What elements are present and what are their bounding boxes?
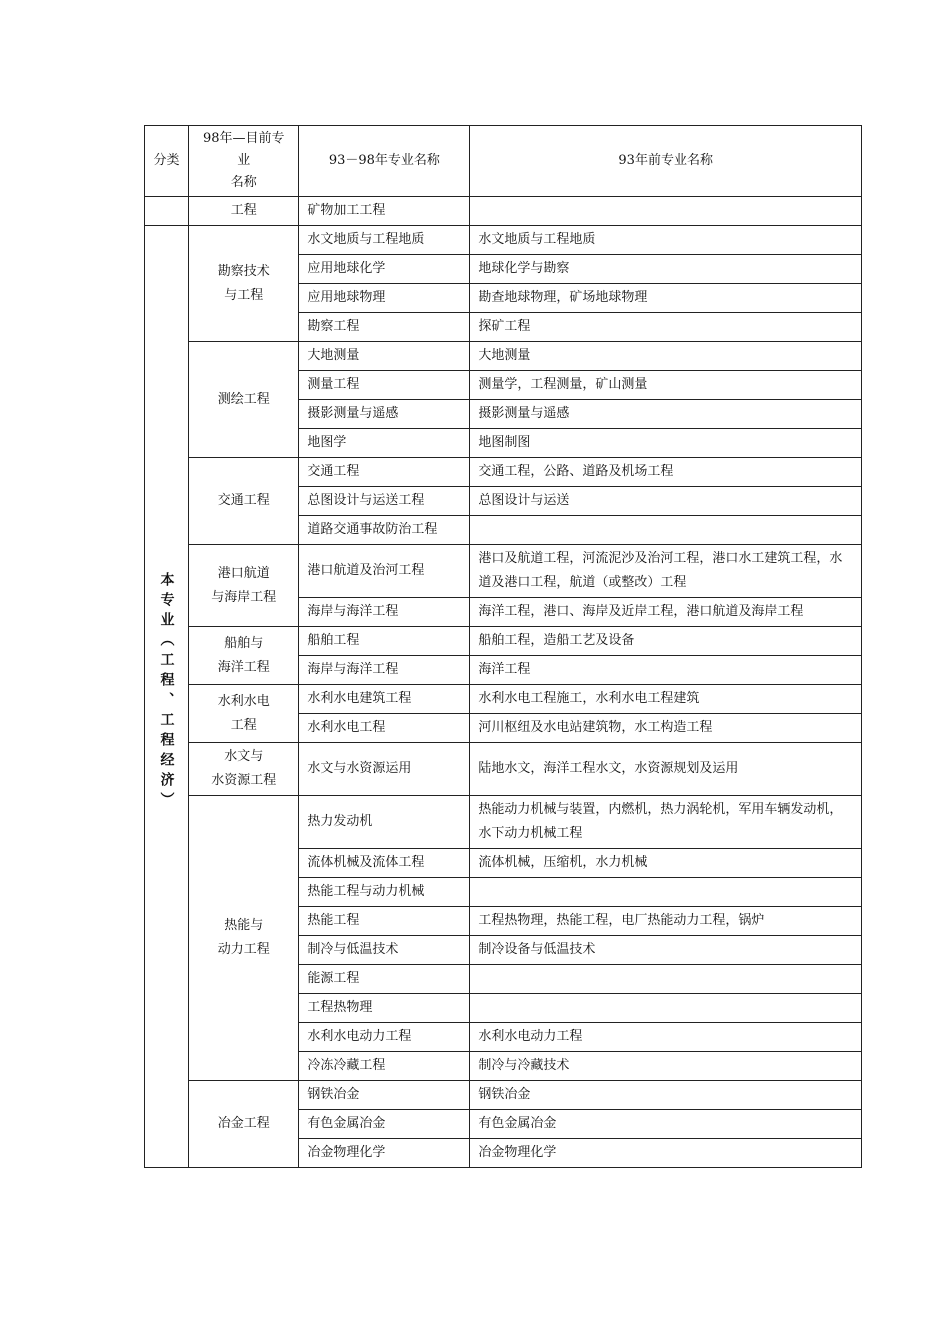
header-current-major: 98年—目前专业 名称: [189, 126, 299, 197]
name-9398-cell: 海岸与海洋工程: [299, 598, 470, 627]
table-row: [145, 545, 862, 598]
name-9398-cell: 制冷与低温技术: [299, 936, 470, 965]
category-cell: [145, 226, 189, 1168]
name-9398-cell: 流体机械及流体工程: [299, 849, 470, 878]
name-9398-cell: 水文与水资源运用: [299, 743, 470, 796]
name-9398-cell: 矿物加工工程: [299, 197, 470, 226]
name-pre93-cell: 水文地质与工程地质: [470, 226, 862, 255]
major-group-cell: 热能与 动力工程: [189, 796, 299, 1081]
name-pre93-cell: 工程热物理，热能工程，电厂热能动力工程，锅炉: [470, 907, 862, 936]
name-9398-cell: 有色金属冶金: [299, 1110, 470, 1139]
name-9398-cell: 热力发动机: [299, 796, 470, 849]
table-row: [145, 796, 862, 849]
name-pre93-cell: 河川枢纽及水电站建筑物，水工构造工程: [470, 714, 862, 743]
major-group-cell: 勘察技术 与工程: [189, 226, 299, 342]
name-pre93-cell: 制冷设备与低温技术: [470, 936, 862, 965]
name-9398-cell: 热能工程: [299, 907, 470, 936]
name-pre93-cell: 陆地水文，海洋工程水文，水资源规划及运用: [470, 743, 862, 796]
major-group-cell: 水文与 水资源工程: [189, 743, 299, 796]
name-pre93-cell: 大地测量: [470, 342, 862, 371]
name-9398-cell: 工程热物理: [299, 994, 470, 1023]
major-group-cell: 冶金工程: [189, 1081, 299, 1168]
name-9398-cell: 交通工程: [299, 458, 470, 487]
name-9398-cell: 水利水电建筑工程: [299, 685, 470, 714]
table-row: [145, 342, 862, 371]
name-9398-cell: 能源工程: [299, 965, 470, 994]
header-major-pre-93: 93年前专业名称: [470, 126, 862, 197]
name-pre93-cell: 制冷与冷藏技术: [470, 1052, 862, 1081]
name-pre93-cell: [470, 878, 862, 907]
name-pre93-cell: 流体机械，压缩机，水力机械: [470, 849, 862, 878]
major-cell: 工程: [189, 197, 299, 226]
name-pre93-cell: 水利水电动力工程: [470, 1023, 862, 1052]
table-body: [145, 197, 862, 1168]
name-pre93-cell: 有色金属冶金: [470, 1110, 862, 1139]
name-pre93-cell: 船舶工程，造船工艺及设备: [470, 627, 862, 656]
table-row: [145, 197, 862, 226]
name-9398-cell: 测量工程: [299, 371, 470, 400]
name-9398-cell: 港口航道及治河工程: [299, 545, 470, 598]
name-pre93-cell: 勘查地球物理，矿场地球物理: [470, 284, 862, 313]
name-pre93-cell: 钢铁冶金: [470, 1081, 862, 1110]
name-pre93-cell: 交通工程，公路、道路及机场工程: [470, 458, 862, 487]
major-group-cell: 港口航道 与海岸工程: [189, 545, 299, 627]
name-9398-cell: 总图设计与运送工程: [299, 487, 470, 516]
category-cell-empty: [145, 197, 189, 226]
majors-table: [144, 125, 862, 1168]
name-9398-cell: 地图学: [299, 429, 470, 458]
name-pre93-cell: 探矿工程: [470, 313, 862, 342]
header-row: [145, 126, 862, 197]
name-pre93-cell: 摄影测量与遥感: [470, 400, 862, 429]
major-group-cell: 测绘工程: [189, 342, 299, 458]
name-pre93-cell: 冶金物理化学: [470, 1139, 862, 1168]
name-pre93-cell: 海洋工程，港口、海岸及近岸工程，港口航道及海岸工程: [470, 598, 862, 627]
major-group-cell: 船舶与 海洋工程: [189, 627, 299, 685]
name-9398-cell: 冷冻冷藏工程: [299, 1052, 470, 1081]
name-pre93-cell: [470, 965, 862, 994]
name-9398-cell: 钢铁冶金: [299, 1081, 470, 1110]
table-row: [145, 226, 862, 255]
name-9398-cell: 水利水电动力工程: [299, 1023, 470, 1052]
table-row: [145, 458, 862, 487]
table-row: [145, 685, 862, 714]
name-pre93-cell: [470, 516, 862, 545]
name-9398-cell: 热能工程与动力机械: [299, 878, 470, 907]
name-9398-cell: 大地测量: [299, 342, 470, 371]
name-pre93-cell: 测量学，工程测量，矿山测量: [470, 371, 862, 400]
name-pre93-cell: 水利水电工程施工，水利水电工程建筑: [470, 685, 862, 714]
name-9398-cell: 摄影测量与遥感: [299, 400, 470, 429]
name-9398-cell: 海岸与海洋工程: [299, 656, 470, 685]
name-pre93-cell: [470, 994, 862, 1023]
name-pre93-cell: 地球化学与勘察: [470, 255, 862, 284]
name-pre93-cell: 地图制图: [470, 429, 862, 458]
name-9398-cell: 冶金物理化学: [299, 1139, 470, 1168]
table-row: [145, 1081, 862, 1110]
name-9398-cell: 水利水电工程: [299, 714, 470, 743]
header-category: 分类: [145, 126, 189, 197]
name-pre93-cell: 港口及航道工程，河流泥沙及治河工程，港口水工建筑工程，水道及港口工程，航道（或整改）工程: [470, 545, 862, 598]
header-major-93-98: 93－98年专业名称: [299, 126, 470, 197]
name-9398-cell: 应用地球化学: [299, 255, 470, 284]
name-pre93-cell: 热能动力机械与装置，内燃机，热力涡轮机，军用车辆发动机，水下动力机械工程: [470, 796, 862, 849]
name-9398-cell: 道路交通事故防治工程: [299, 516, 470, 545]
name-pre93-cell: 总图设计与运送: [470, 487, 862, 516]
table-row: [145, 627, 862, 656]
name-9398-cell: 勘察工程: [299, 313, 470, 342]
major-group-cell: 水利水电 工程: [189, 685, 299, 743]
name-9398-cell: 船舶工程: [299, 627, 470, 656]
name-9398-cell: 水文地质与工程地质: [299, 226, 470, 255]
category-label: 本专业（工程、工程经济）: [158, 572, 175, 812]
table-row: [145, 743, 862, 796]
major-group-cell: 交通工程: [189, 458, 299, 545]
name-9398-cell: 应用地球物理: [299, 284, 470, 313]
name-pre93-cell: [470, 197, 862, 226]
name-pre93-cell: 海洋工程: [470, 656, 862, 685]
